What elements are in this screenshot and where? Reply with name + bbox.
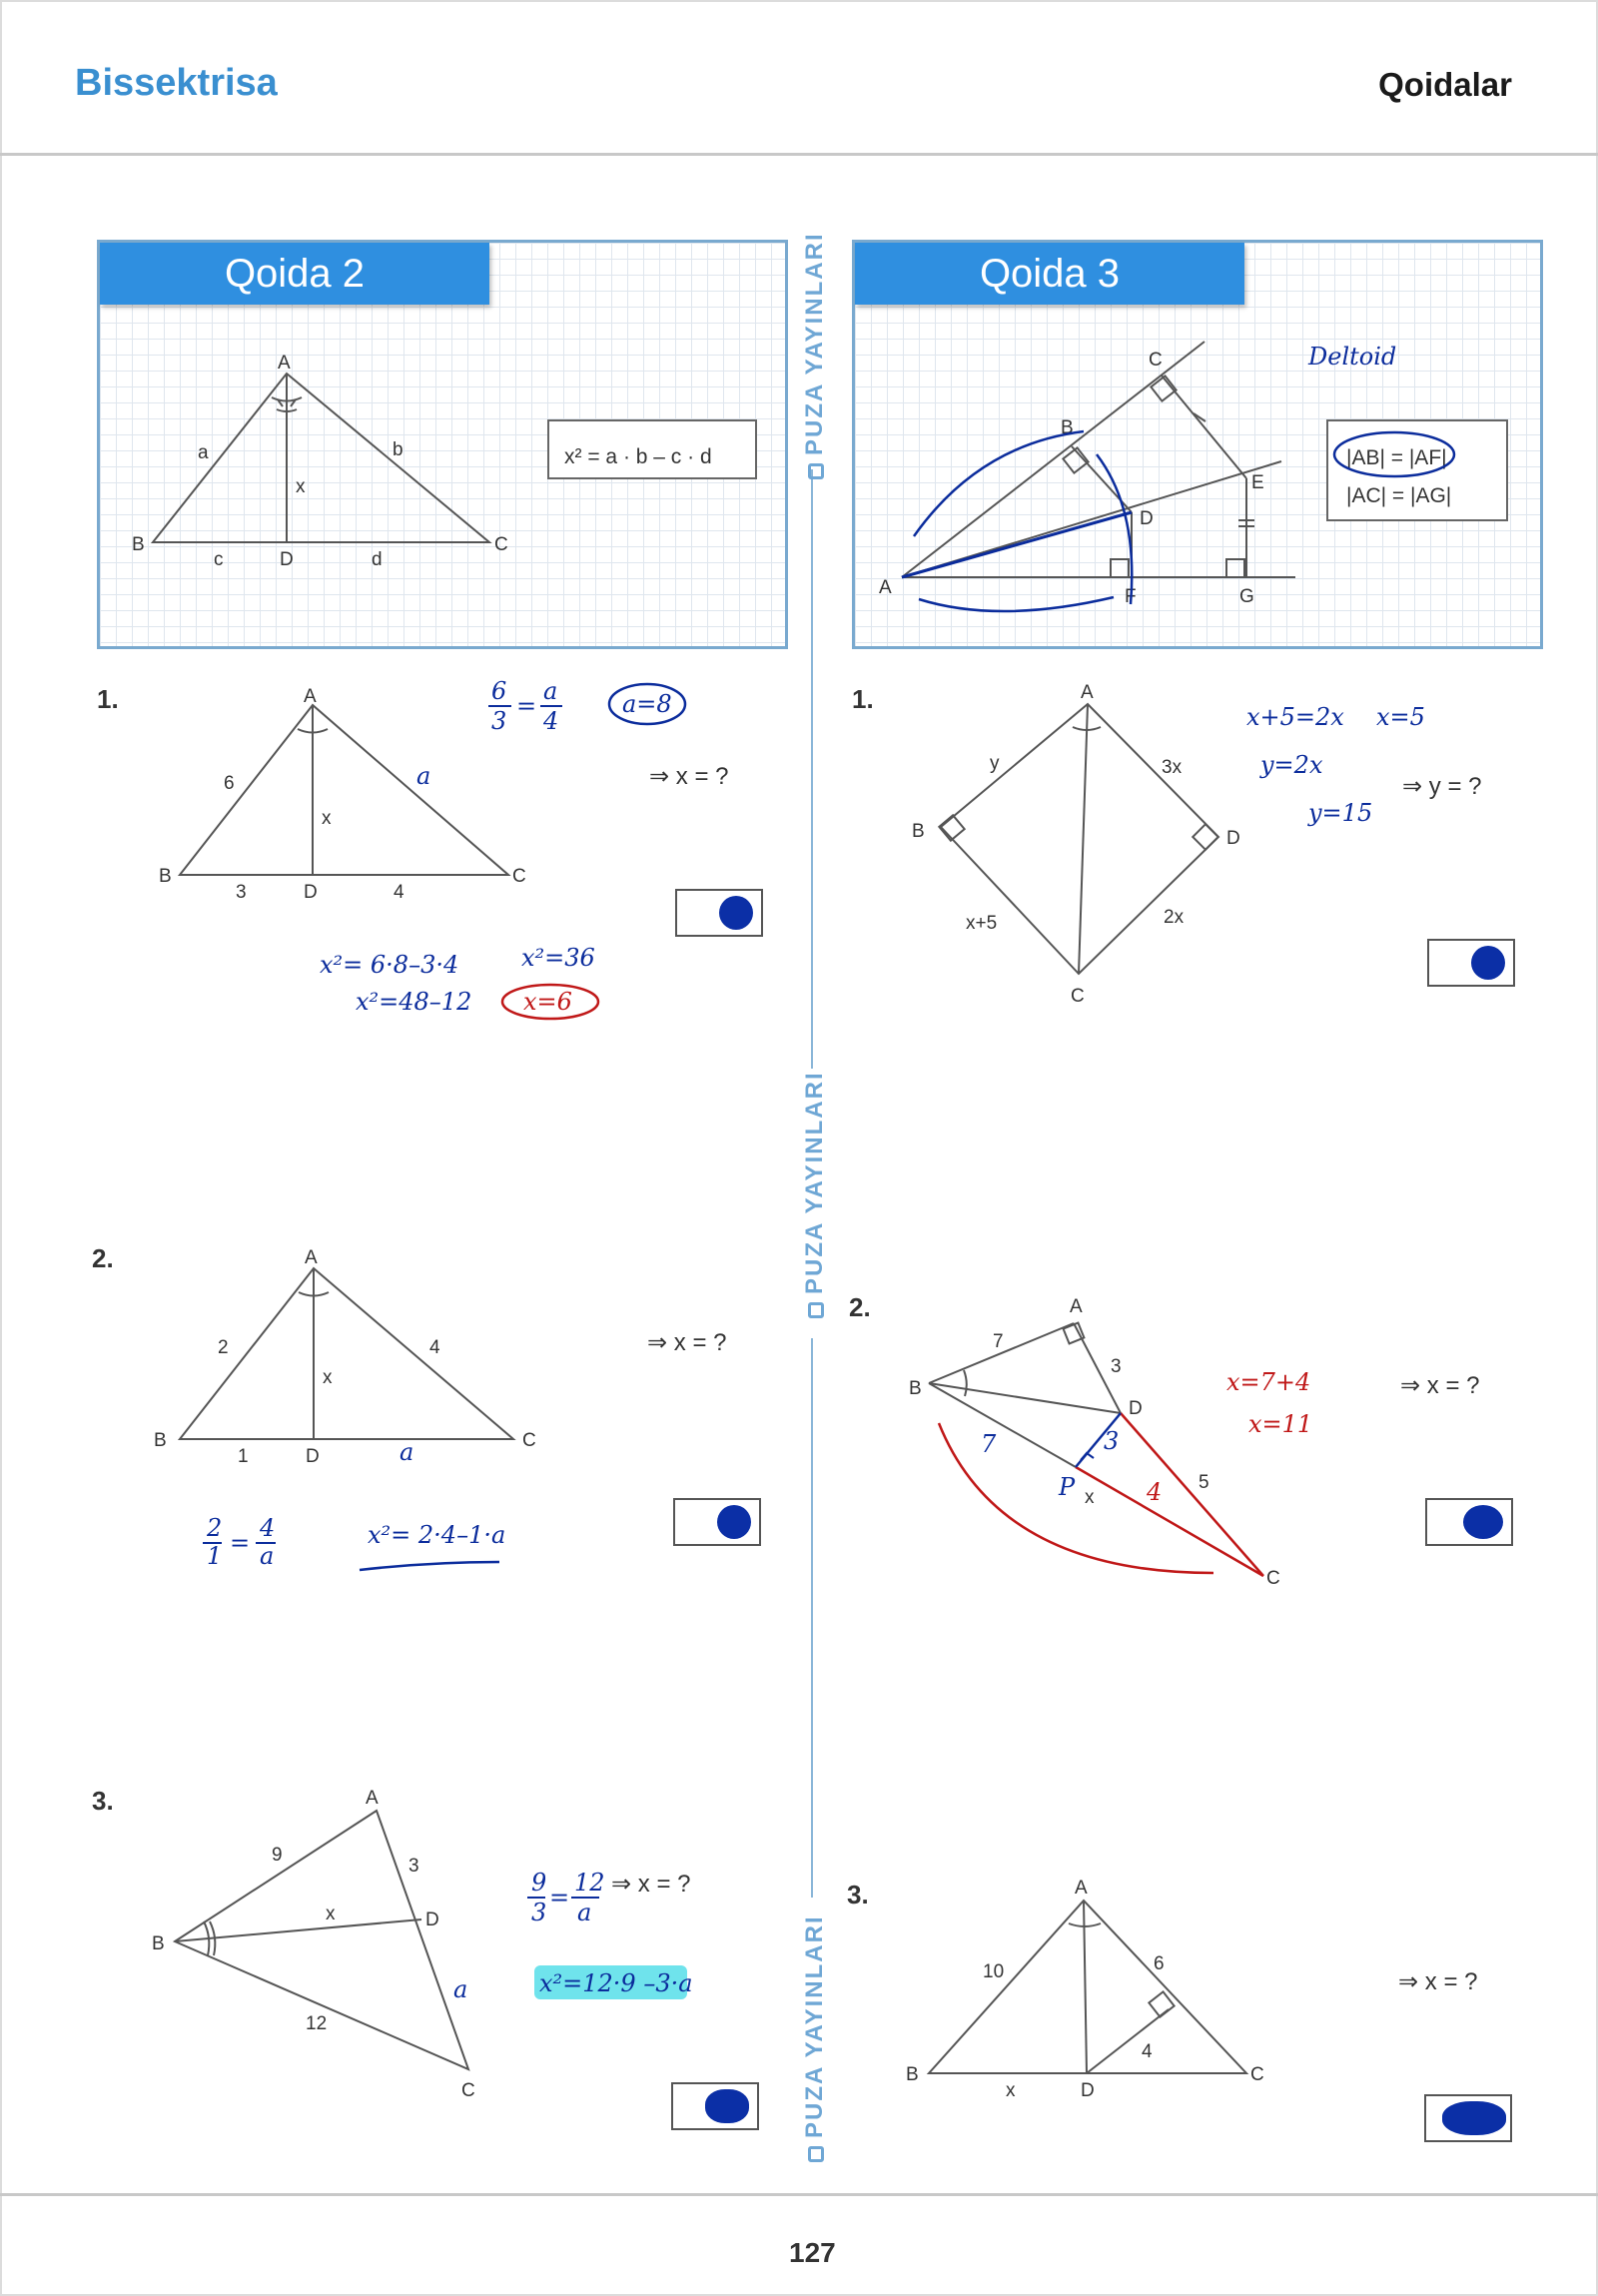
handwritten-note: a [543, 677, 558, 705]
vertex-label: C [494, 534, 508, 555]
rule3-tab: Qoida 3 [855, 243, 1244, 305]
vertex-label: D [1129, 1398, 1143, 1419]
vertex-label: A [879, 577, 892, 598]
vertex-label: B [906, 2064, 919, 2085]
handwritten-note: 6 [491, 677, 507, 705]
vertex-label: B [159, 866, 172, 887]
rule2-triangle [132, 353, 756, 570]
left-problem-3-diagram [152, 1788, 693, 2101]
brand-mark: PUZA YAYINLARI [801, 1071, 829, 1318]
side-label: 5 [1198, 1472, 1209, 1493]
question-text: ⇒ x = ? [1398, 1968, 1478, 1995]
section-title: Bissektrisa [75, 62, 278, 104]
handwritten-side: a [400, 1438, 414, 1466]
side-label: y [990, 753, 1000, 774]
question-text: ⇒ x = ? [1400, 1372, 1480, 1399]
side-label: 4 [429, 1337, 440, 1358]
rule3-deltoid [879, 342, 1507, 611]
handwritten-note: 3 [1104, 1427, 1120, 1455]
vertex-label: C [512, 866, 526, 887]
vertex-label: A [1081, 682, 1094, 703]
problem-number: 1. [97, 684, 119, 714]
side-label: 6 [1154, 1953, 1165, 1974]
vertex-label: D [1226, 828, 1240, 849]
side-label: b [393, 439, 403, 460]
side-label: 1 [238, 1446, 249, 1467]
question-text: ⇒ x = ? [647, 1329, 727, 1356]
vertex-label: B [912, 821, 925, 842]
handwritten-note: x=11 [1248, 1410, 1313, 1438]
side-label: 7 [993, 1331, 1004, 1352]
problem-number: 3. [847, 1880, 869, 1910]
vertex-label: C [1266, 1568, 1280, 1589]
rule3-formula-line1: |AB| = |AF| [1346, 446, 1447, 469]
side-label: a [198, 442, 209, 463]
handwritten-note: 4 [543, 707, 559, 735]
vertex-label: C [1250, 2064, 1264, 2085]
handwritten-note: 2 [207, 1514, 223, 1542]
side-label: 3 [236, 882, 247, 903]
vertex-label: C [522, 1430, 536, 1451]
vertex-label: D [1081, 2080, 1095, 2101]
handwritten-side: a [453, 1975, 468, 2003]
vertex-label: B [132, 534, 145, 555]
handwritten-note: 1 [207, 1542, 223, 1570]
handwritten-note: a=8 [622, 690, 672, 718]
handwritten-note: 3 [531, 1899, 547, 1926]
side-label: 2x [1164, 907, 1185, 928]
handwritten-note: x+5=2x [1246, 703, 1344, 731]
side-label: 10 [983, 1961, 1005, 1982]
handwritten-note: Deltoid [1308, 343, 1397, 371]
side-label: 3 [408, 1856, 419, 1877]
handwritten-note: x=7+4 [1226, 1368, 1311, 1396]
vertex-label: A [1075, 1878, 1088, 1899]
handwritten-note: 4 [1147, 1478, 1163, 1506]
side-label: x [323, 1367, 333, 1388]
vertex-label: A [1070, 1296, 1083, 1317]
side-label: x [1006, 2080, 1016, 2101]
side-label: 3x [1162, 757, 1183, 778]
vertex-label: D [280, 549, 294, 570]
vertex-label: C [1071, 986, 1085, 1007]
handwritten-note: x²=48–12 [356, 988, 472, 1016]
problem-number: 2. [92, 1243, 114, 1273]
right-problem-1-diagram [912, 682, 1425, 1007]
vertex-label: D [304, 882, 318, 903]
question-text: ⇒ x = ? [649, 763, 729, 790]
handwritten-note: = [549, 1884, 570, 1912]
side-label: x+5 [966, 913, 998, 934]
side-label: c [214, 549, 224, 570]
handwritten-note: x²= 2·4–1·a [368, 1521, 506, 1549]
handwritten-note: y=2x [1260, 751, 1323, 779]
handwritten-side: a [416, 762, 431, 790]
vertex-label: F [1125, 586, 1137, 607]
vertex-label: D [1140, 508, 1154, 529]
side-label: 6 [224, 773, 235, 794]
handwritten-note: = [516, 692, 537, 720]
handwritten-note: y=15 [1308, 799, 1373, 827]
side-label: 12 [306, 2013, 328, 2034]
vertex-label: B [909, 1378, 922, 1399]
vertex-label: B [152, 1933, 165, 1954]
vertex-label: A [278, 353, 291, 374]
page-number: 127 [789, 2237, 836, 2268]
vertex-label: C [461, 2080, 475, 2101]
handwritten-note: a [577, 1899, 592, 1926]
side-label: x [1085, 1487, 1095, 1508]
side-label: 4 [394, 882, 404, 903]
handwritten-note: P [1059, 1473, 1076, 1501]
handwritten-note: x²=12·9 –3·a [539, 1969, 693, 1997]
problem-number: 3. [92, 1786, 114, 1816]
vertex-label: D [306, 1446, 320, 1467]
side-label: x [322, 808, 332, 829]
handwritten-note: 3 [491, 707, 507, 735]
vertex-label: G [1239, 586, 1254, 607]
handwritten-note: 9 [531, 1869, 547, 1897]
rule2-tab: Qoida 2 [100, 243, 489, 305]
rule2-formula: x² = a · b – c · d [564, 445, 712, 468]
vertex-label: B [154, 1430, 167, 1451]
side-label: 3 [1111, 1356, 1122, 1377]
right-problem-2-diagram [909, 1296, 1312, 1589]
right-problem-3-diagram [906, 1878, 1264, 2101]
vertex-label: D [425, 1910, 439, 1930]
vertex-label: A [304, 686, 317, 707]
question-text: ⇒ x = ? [611, 1871, 691, 1898]
brand-mark: PUZA YAYINLARI [801, 232, 829, 479]
vertex-label: A [366, 1788, 379, 1809]
side-label: d [372, 549, 383, 570]
question-text: ⇒ y = ? [1402, 773, 1482, 800]
problem-number: 2. [849, 1292, 871, 1322]
vertex-label: B [1061, 417, 1074, 438]
handwritten-note: 7 [981, 1430, 997, 1458]
vertex-label: A [305, 1247, 318, 1268]
side-label: 4 [1142, 2041, 1153, 2062]
chapter-title: Qoidalar [1378, 66, 1512, 103]
handwritten-note: 4 [260, 1514, 276, 1542]
brand-mark: PUZA YAYINLARI [801, 1914, 829, 2162]
vertex-label: E [1251, 472, 1264, 493]
handwritten-note: x=5 [1376, 703, 1425, 731]
problem-number: 1. [852, 684, 874, 714]
side-label: 2 [218, 1337, 229, 1358]
handwritten-note: 12 [574, 1869, 605, 1897]
side-label: x [326, 1904, 336, 1924]
handwritten-note: = [230, 1529, 251, 1557]
vertex-label: C [1149, 350, 1163, 371]
handwritten-answer: x=6 [523, 988, 572, 1016]
left-problem-2-diagram [154, 1247, 536, 1570]
handwritten-note: x²=36 [521, 944, 595, 972]
left-problem-1-diagram [159, 677, 685, 1019]
side-label: x [296, 476, 306, 497]
handwritten-note: x²= 6·8–3·4 [320, 951, 459, 979]
handwritten-note: a [260, 1542, 275, 1570]
rule3-formula-line2: |AC| = |AG| [1346, 484, 1452, 507]
side-label: 9 [272, 1845, 283, 1866]
